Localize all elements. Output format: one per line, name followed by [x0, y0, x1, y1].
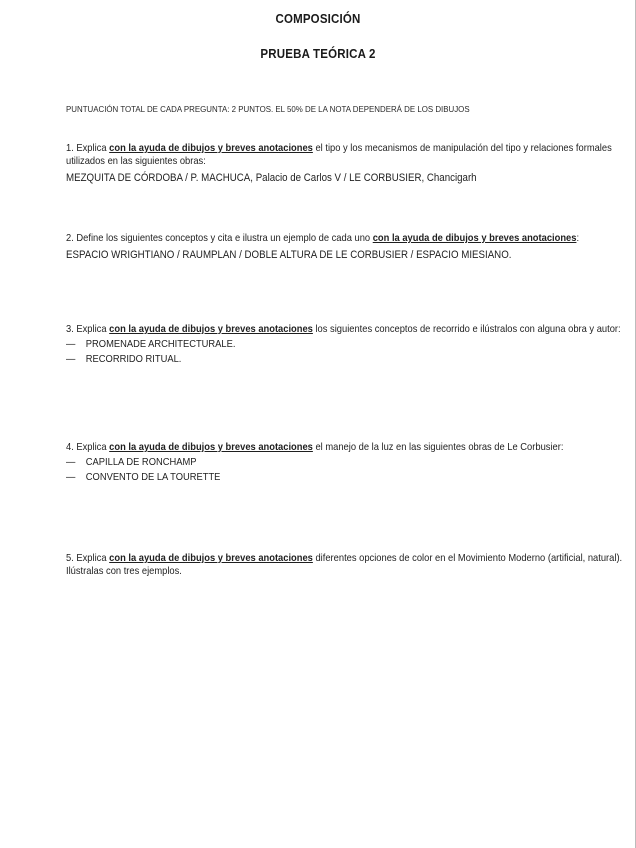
question-5	[66, 552, 626, 578]
dash-bullet: —	[66, 354, 76, 365]
question-2-prefix: 2. Define los siguientes conceptos y cita e ilustra un ejemplo de cada uno	[66, 233, 371, 244]
question-5-text: diferentes opciones de color en el Movimiento Moderno (artificial, natural). Ilústralas con tres ejemplos.	[66, 553, 623, 577]
list-item-label: CAPILLA DE RONCHAMP	[85, 457, 197, 468]
dash-bullet: —	[66, 339, 76, 350]
question-3	[66, 323, 626, 366]
question-3-prefix: 3. Explica	[66, 324, 107, 335]
question-3-text: los siguientes conceptos de recorrido e ilústralos con alguna obra y autor:	[315, 324, 621, 335]
dash-bullet: —	[66, 457, 76, 468]
list-item	[66, 353, 624, 366]
dash-bullet: —	[66, 472, 76, 483]
question-4-prefix: 4. Explica	[66, 442, 107, 453]
question-1-prefix: 1. Explica	[66, 143, 107, 154]
list-item	[66, 471, 624, 484]
subject-title: COMPOSICIÓN	[275, 12, 361, 26]
question-5-highlight: con la ayuda de dibujos y breves anotaciones	[109, 553, 313, 564]
question-2-works: ESPACIO WRIGHTIANO / RAUMPLAN / DOBLE ALTURA DE LE CORBUSIER / ESPACIO MIESIANO.	[66, 249, 512, 261]
list-item-label: PROMENADE ARCHITECTURALE.	[85, 339, 236, 350]
question-1-text: el tipo y los mecanismos de manipulación del tipo y relaciones formales utilizados en las siguientes obras:	[66, 143, 612, 167]
question-4-text: el manejo de la luz en las siguientes obras de Le Corbusier:	[315, 442, 564, 453]
question-3-highlight: con la ayuda de dibujos y breves anotaciones	[109, 324, 313, 335]
list-item-label: CONVENTO DE LA TOURETTE	[85, 472, 221, 483]
question-4	[66, 441, 626, 484]
question-1-highlight: con la ayuda de dibujos y breves anotaciones	[109, 143, 313, 154]
question-5-prefix: 5. Explica	[66, 553, 107, 564]
list-item-label: RECORRIDO RITUAL.	[85, 354, 182, 365]
question-2-text: :	[576, 233, 580, 244]
list-item	[66, 456, 624, 469]
question-2	[66, 232, 626, 262]
list-item	[66, 338, 624, 351]
scoring-note: PUNTUACIÓN TOTAL DE CADA PREGUNTA: 2 PUNTOS. EL 50% DE LA NOTA DEPENDERÁ DE LOS DIBUJOS	[66, 104, 470, 114]
question-1	[66, 142, 626, 185]
question-2-highlight: con la ayuda de dibujos y breves anotaciones	[372, 233, 577, 244]
question-4-highlight: con la ayuda de dibujos y breves anotaciones	[109, 442, 313, 453]
question-1-works: MEZQUITA DE CÓRDOBA / P. MACHUCA, Palacio de Carlos V / LE CORBUSIER, Chancigarh	[66, 172, 477, 184]
exam-title: PRUEBA TEÓRICA 2	[260, 47, 376, 61]
